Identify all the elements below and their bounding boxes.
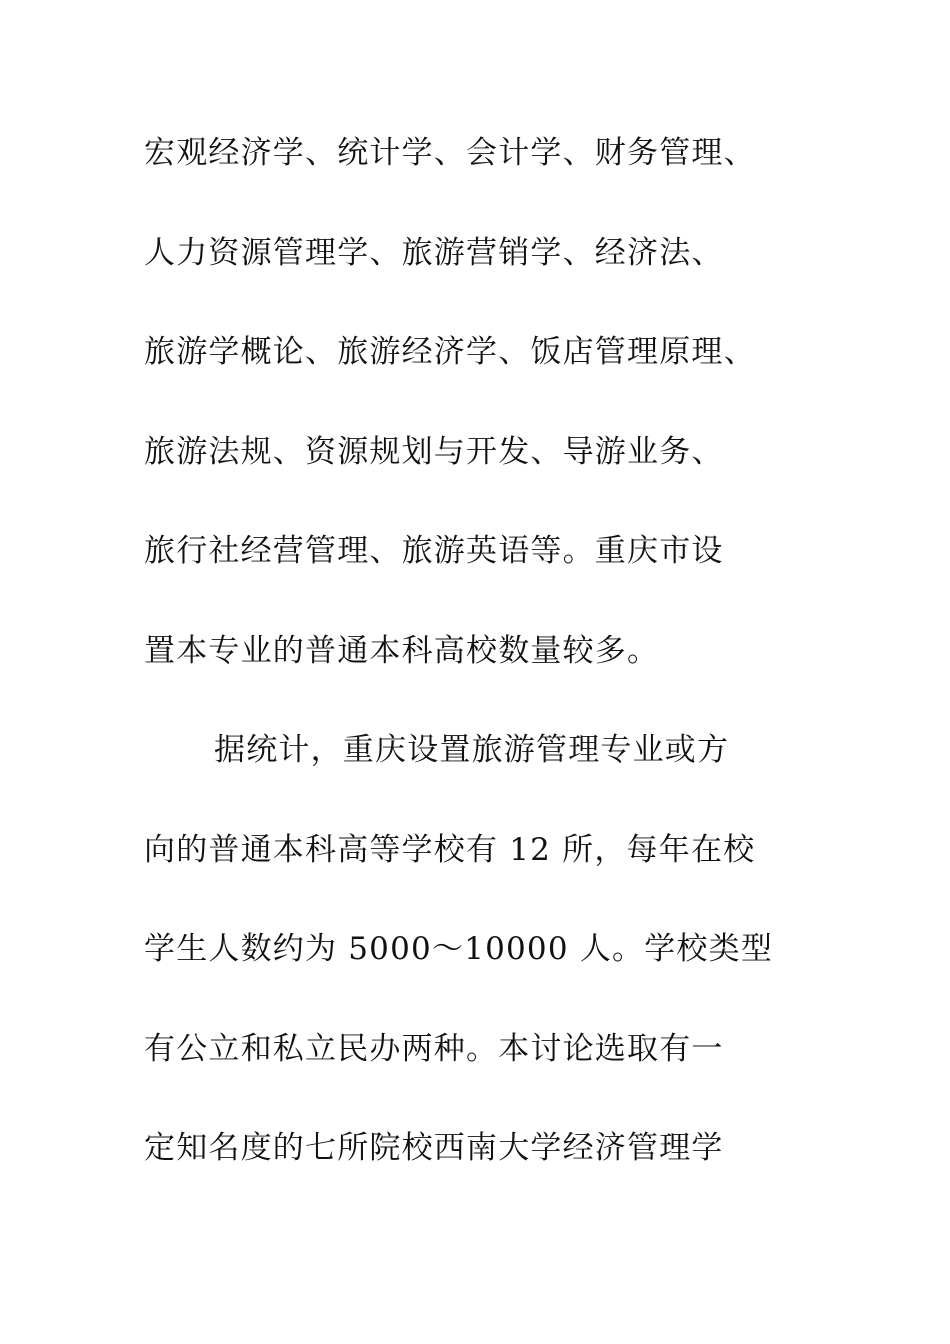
text-line-8: 向的普通本科高等学校有 12 所，每年在校 [144, 832, 756, 868]
text-line-5: 旅行社经营管理、旅游英语等。重庆市设 [144, 533, 724, 569]
text-line-10: 有公立和私立民办两种。本讨论选取有一 [144, 1031, 724, 1067]
text-line-11: 定知名度的七所院校西南大学经济管理学 [144, 1130, 724, 1166]
text-line-3: 旅游学概论、旅游经济学、饭店管理原理、 [144, 334, 756, 370]
text-line-2: 人力资源管理学、旅游营销学、经济法、 [144, 235, 724, 271]
text-line-6: 置本专业的普通本科高校数量较多。 [144, 633, 660, 669]
paragraph-2-first-line: 据统计，重庆设置旅游管理专业或方 [214, 732, 730, 768]
text-line-1: 宏观经济学、统计学、会计学、财务管理、 [144, 135, 756, 171]
text-line-9: 学生人数约为 5000～10000 人。学校类型 [144, 931, 774, 967]
text-line-4: 旅游法规、资源规划与开发、导游业务、 [144, 434, 724, 470]
